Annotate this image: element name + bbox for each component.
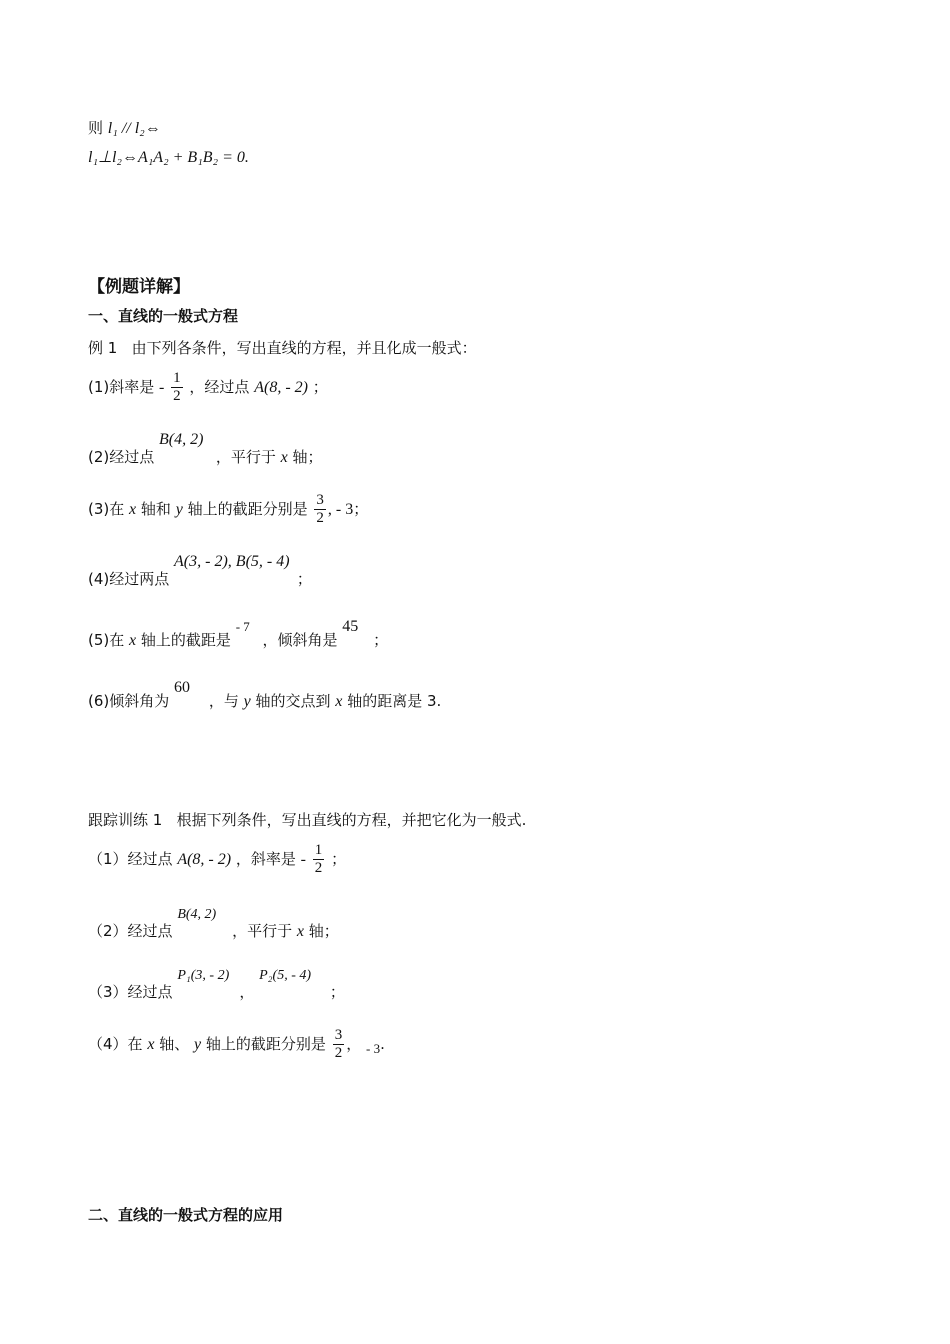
example-item-2: (2)经过点 B(4, 2) ，平行于 x 轴； <box>88 431 323 466</box>
subsection-title-1: 一、直线的一般式方程 <box>88 307 239 325</box>
example-item-1: (1)斜率是 - $\frac{1}{2}$ ，经过点 A(8, - 2) ； <box>88 370 328 404</box>
perpendicular-formula: l₁⊥l₂⇔A₁A₂ + B₁B₂ = 0. <box>88 149 249 166</box>
practice-1-prompt <box>88 809 526 830</box>
practice-item-2: （2）经过点 B(4, 2) ，平行于 x 轴； <box>88 907 339 940</box>
practice-item-3: （3）经过点 P₁(3, - 2)， P₂(5, - 4) ； <box>88 968 345 1001</box>
practice-label: 跟踪训练 1 <box>88 811 163 829</box>
fraction: $\frac{1}{2}$ <box>173 370 181 404</box>
example-item-3: (3)在 x 轴和 y 轴上的截距分别是 $\frac{3}{2}$ , - 3； <box>88 492 369 526</box>
fraction: $\frac{3}{2}$ <box>334 1027 343 1061</box>
practice-item-4: （4）在 x 轴、 y 轴上的截距分别是 $\frac{3}{2}$ ， - 3. <box>88 1027 385 1061</box>
practice-item-1: （1）经过点 A(8, - 2) ，斜率是 - $\frac{1}{2}$ ； <box>88 842 347 876</box>
example-label: 例 1 <box>88 339 118 357</box>
condition-perpendicular <box>88 147 249 167</box>
fraction: $\frac{3}{2}$ <box>316 492 324 526</box>
example-item-6: (6)倾斜角为 60 ，与 y 轴的交点到 x 轴的距离是 3. <box>88 679 442 710</box>
example-item-4: (4)经过两点 A(3, - 2), B(5, - 4) ； <box>88 553 312 588</box>
text-ze: 则 <box>88 119 104 137</box>
example-item-5: (5)在 x 轴上的截距是 - 7 ，倾斜角是 45 ； <box>88 618 389 649</box>
example-1-prompt <box>88 337 477 358</box>
fraction: $\frac{1}{2}$ <box>314 842 323 876</box>
practice-text: 根据下列条件，写出直线的方程，并把它化为一般式. <box>176 811 527 829</box>
parallel-formula: l₁ // l₂⇔ <box>107 120 161 137</box>
section-title: 【例题详解】 <box>88 277 190 297</box>
subsection-title-2: 二、直线的一般式方程的应用 <box>88 1206 284 1224</box>
example-text: 由下列各条件，写出直线的方程，并且化成一般式： <box>131 339 477 357</box>
condition-parallel <box>88 117 161 138</box>
